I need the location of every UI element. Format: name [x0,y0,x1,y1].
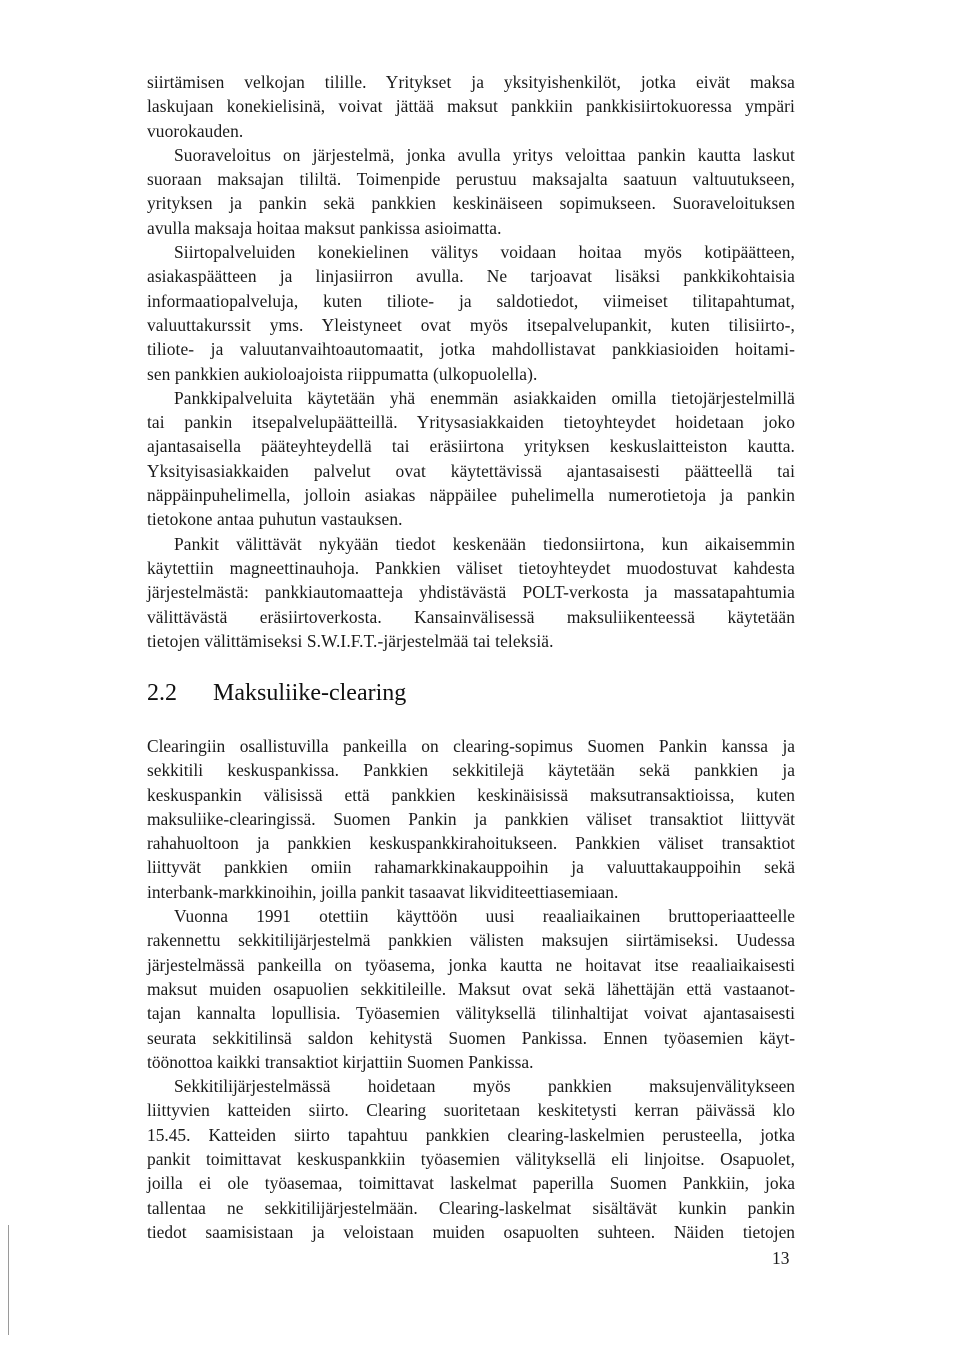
text-line: Yksityisasiakkaiden palvelut ovat käytettävissä ajantasaisesti päätteellä tai [147,460,795,481]
text-line: laskujaan konekielisinä, voivat jättää maksut pankkiin pankkisiirtokuoressa ympäri [147,96,795,117]
body-text-section-1 [147,70,795,653]
text-line: vuorokauden. [147,120,244,141]
text-line: tallentaa ne sekkitilijärjestelmään. Clearing-laskelmat sisältävät kunkin pankin [147,1197,795,1218]
text-line: järjestelmästä: pankkiautomaatteja yhdistävästä POLT-verkosta ja massatapahtumia [147,582,795,603]
text-line: Sekkitilijärjestelmässä hoidetaan myös pankkien maksujenvälitykseen [174,1076,795,1097]
text-line: järjestelmässä pankeilla on työasema, jonka kautta ne hoitavat itse reaaliaikaisesti [147,954,795,975]
text-line: Pankit välittävät nykyään tiedot keskenään tiedonsiirtona, kun aikaisemmin [174,533,795,554]
text-line: joilla ei ole työasemaa, toimittavat laskelmat paperilla Suomen Pankkiin, joka [147,1173,795,1194]
text-line: tiliote- ja valuutanvaihtoautomaatit, jotka mahdollistavat pankkiasioiden hoitami- [147,339,795,360]
text-line: tajan kannalta lopullisia. Työasemien välityksellä tilinhaltijat voivat ajantasaisesti [147,1003,795,1024]
body-text-section-2 [147,734,795,1244]
paragraph-block [147,70,795,653]
text-line: seurata sekkitilinsä saldon kehitystä Suomen Pankissa. Ennen työasemien käyt- [147,1027,795,1048]
text-line: sen pankkien aukioloajoista riippumatta (ulkopuolella). [147,363,538,384]
text-line: asiakaspäätteen ja linjasiirron avulla. Ne tarjoavat lisäksi pankkikohtaisia [147,266,795,287]
text-line: Siirtopalveluiden konekielinen välitys voidaan hoitaa myös kotipäätteen, [174,242,795,263]
paragraph-block [147,734,795,1244]
text-line: maksut muiden osapuolien sekkitileille. Maksut ovat sekä lähettäjän että vastaanot- [147,978,795,999]
text-line: interbank-markkinoihin, joilla pankit tasaavat likviditeettiasemiaan. [147,881,619,902]
text-line: valuuttakurssit yms. Yleistyneet ovat myös itsepalvelupankit, kuten tilisiirto-, [147,314,795,335]
scan-edge-mark [8,1225,9,1335]
section-title: Maksuliike-clearing [213,680,407,706]
text-line: maksuliike-clearingissä. Suomen Pankin ja pankkien väliset transaktiot liittyvät [147,808,795,829]
text-line: keskuspankin välisissä että pankkien keskinäisissä maksutransaktioissa, kuten [147,784,795,805]
section-number: 2.2 [147,680,177,706]
text-line: rakennettu sekkitilijärjestelmä pankkien välisten maksujen siirtämiseksi. Uudessa [147,930,795,951]
text-line: tiedot saamisistaan ja veloistaan muiden osapuolten suhteen. Näiden tietojen [147,1221,795,1242]
text-line: tietojen välittämiseksi S.W.I.F.T.-järjestelmää tai teleksiä. [147,630,554,651]
text-line: 15.45. Katteiden siirto tapahtuu pankkien clearing-laskelmien perusteella, jotka [147,1124,795,1145]
text-line: välittävästä eräsiirtoverkosta. Kansainvälisessä maksuliikenteessä käytetään [147,606,795,627]
text-line: Pankkipalveluita käytetään yhä enemmän asiakkaiden omilla tietojärjestelmillä [174,387,795,408]
text-line: avulla maksaja hoitaa maksut pankissa asioimatta. [147,217,502,238]
text-line: Vuonna 1991 otettiin käyttöön uusi reaaliaikainen bruttoperiaatteelle [174,906,795,927]
text-line: siirtämisen velkojan tilille. Yritykset ja yksityishenkilöt, jotka eivät maksa [147,72,795,92]
text-line: Suoraveloitus on järjestelmä, jonka avulla yritys veloittaa pankin kautta laskut [174,144,795,165]
text-line: tai pankin itsepalvelupäätteillä. Yritysasiakkaiden tietoyhteydet hoidetaan joko [147,412,795,433]
text-line: informaatiopalveluja, kuten tiliote- ja saldotiedot, viimeiset tilitapahtumat, [147,290,795,311]
text-line: tietokone antaa puhutun vastauksen. [147,509,403,530]
page-number: 13 [772,1248,790,1268]
text-line: liittyvät pankkien omiin rahamarkkinakauppoihin ja valuuttakauppoihin sekä [147,857,795,878]
text-line: rahahuoltoon ja pankkien keskuspankkirahoitukseen. Pankkien väliset transaktiot [147,833,795,854]
text-line: näppäinpuhelimella, jolloin asiakas näppäilee puhelimella numerotietoja ja pankin [147,485,795,506]
text-line: yrityksen ja pankin sekä pankkien keskinäiseen sopimukseen. Suoraveloituksen [147,193,795,214]
text-line: käytettiin magneettinauhoja. Pankkien väliset tietoyhteydet muodostuvat kahdesta [147,557,795,578]
section-heading [147,676,406,710]
text-line: liittyvien katteiden siirto. Clearing suoritetaan keskitetysti kerran päivässä klo [147,1100,795,1121]
text-line: pankit toimittavat keskuspankkiin työasemien välityksellä eli linjoitse. Osapuolet, [147,1149,795,1170]
text-line: sekkitili keskuspankissa. Pankkien sekkitilejä käytetään sekä pankkien ja [147,760,795,781]
text-line: Clearingiin osallistuvilla pankeilla on clearing-sopimus Suomen Pankin kanssa ja [147,736,795,756]
text-line: töönottoa kaikki transaktiot kirjattiin Suomen Pankissa. [147,1051,534,1072]
text-line: ajantasaisella pääteyhteydellä tai eräsiirtona yrityksen keskuslaitteiston kautta. [147,436,795,457]
text-line: suoraan maksajan tililtä. Toimenpide perustuu maksajalta saatuun valtuutukseen, [147,169,795,190]
